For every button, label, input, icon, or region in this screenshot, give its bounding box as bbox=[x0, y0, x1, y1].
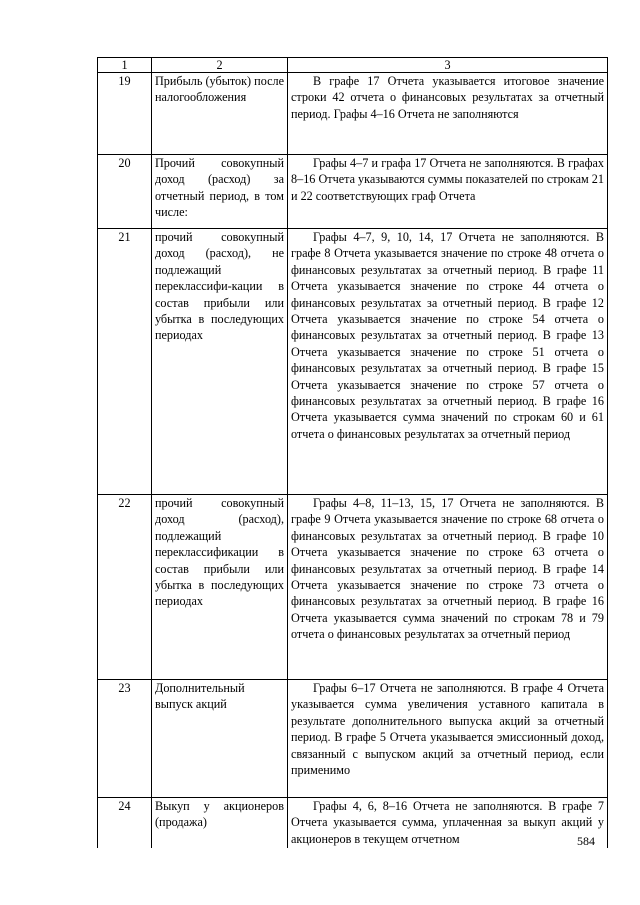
row-number: 24 bbox=[98, 798, 152, 848]
table-row-20 bbox=[98, 155, 608, 229]
instructions-table bbox=[97, 57, 608, 848]
header-col-3: 3 bbox=[288, 58, 608, 73]
header-col-2: 2 bbox=[152, 58, 288, 73]
row-number: 21 bbox=[98, 229, 152, 495]
row-indicator-name: прочий совокупный доход (расход), подлежащий переклассификации в состав прибыли или убытка в последующих периодах bbox=[152, 495, 288, 680]
row-indicator-name: Прибыль (убыток) после налогообложения bbox=[152, 73, 288, 155]
row-number: 22 bbox=[98, 495, 152, 680]
table-row-24 bbox=[98, 798, 608, 848]
table-row-23 bbox=[98, 680, 608, 798]
header-col-1: 1 bbox=[98, 58, 152, 73]
row-description: В графе 17 Отчета указывается итоговое значение строки 42 отчета о финансовых результатах за отчетный период. Графы 4–16 Отчета не заполняются bbox=[288, 73, 608, 155]
row-description: Графы 6–17 Отчета не заполняются. В графе 4 Отчета указывается сумма увеличения уставного капитала в результате дополнительного выпуска акций за отчетный период. В графе 5 Отчета указывается эмиссионный доход, связанный с выпуском акций за отчетный период, если применимо bbox=[288, 680, 608, 798]
header-row bbox=[98, 58, 608, 73]
row-indicator-name: прочий совокупный доход (расход), не подлежащий переклассифи-кации в состав прибыли или убытка в последующих периодах bbox=[152, 229, 288, 495]
row-indicator-name: Выкуп у акционеров (продажа) bbox=[152, 798, 288, 848]
table-row-21 bbox=[98, 229, 608, 495]
page-number: 584 bbox=[577, 834, 595, 848]
row-indicator-name: Дополнительный выпуск акций bbox=[152, 680, 288, 798]
table-row-19 bbox=[98, 73, 608, 155]
row-description: Графы 4–7, 9, 10, 14, 17 Отчета не заполняются. В графе 8 Отчета указывается значение по строке 48 отчета о финансовых результатах за отчетный период. В графе 11 Отчета указывается значение по строке 44 отчета о финансовых результатах за отчетный период. В графе 12 Отчета указывается значение по строке 54 отчета о финансовых результатах за отчетный период. В графе 13 Отчета указывается значение по строке 51 отчета о финансовых результатах за отчетный период. В графе 15 Отчета указывается значение по строке 57 отчета о финансовых результатах за отчетный период. В графе 16 Отчета указывается сумма значений по строкам 60 и 61 отчета о финансовых результатах за отчетный период bbox=[288, 229, 608, 495]
row-description: Графы 4–7 и графа 17 Отчета не заполняются. В графах 8–16 Отчета указываются суммы показателей по строкам 21 и 22 соответствующих граф Отчета bbox=[288, 155, 608, 229]
table-row-22 bbox=[98, 495, 608, 680]
row-number: 20 bbox=[98, 155, 152, 229]
row-indicator-name: Прочий совокупный доход (расход) за отчетный период, в том числе: bbox=[152, 155, 288, 229]
row-number: 19 bbox=[98, 73, 152, 155]
row-description: Графы 4, 6, 8–16 Отчета не заполняются. В графе 7 Отчета указывается сумма, уплаченная за выкуп акций у акционеров в текущем отчетном bbox=[288, 798, 608, 848]
row-description: Графы 4–8, 11–13, 15, 17 Отчета не заполняются. В графе 9 Отчета указывается значение по строке 68 отчета о финансовых результатах за отчетный период. В графе 10 Отчета указывается значение по строке 63 отчета о финансовых результатах за отчетный период. В графе 14 Отчета указывается значение по строке 73 отчета о финансовых результатах за отчетный период. В графе 16 Отчета указывается сумма значений по строкам 78 и 79 отчета о финансовых результатах за отчетный период bbox=[288, 495, 608, 680]
row-number: 23 bbox=[98, 680, 152, 798]
